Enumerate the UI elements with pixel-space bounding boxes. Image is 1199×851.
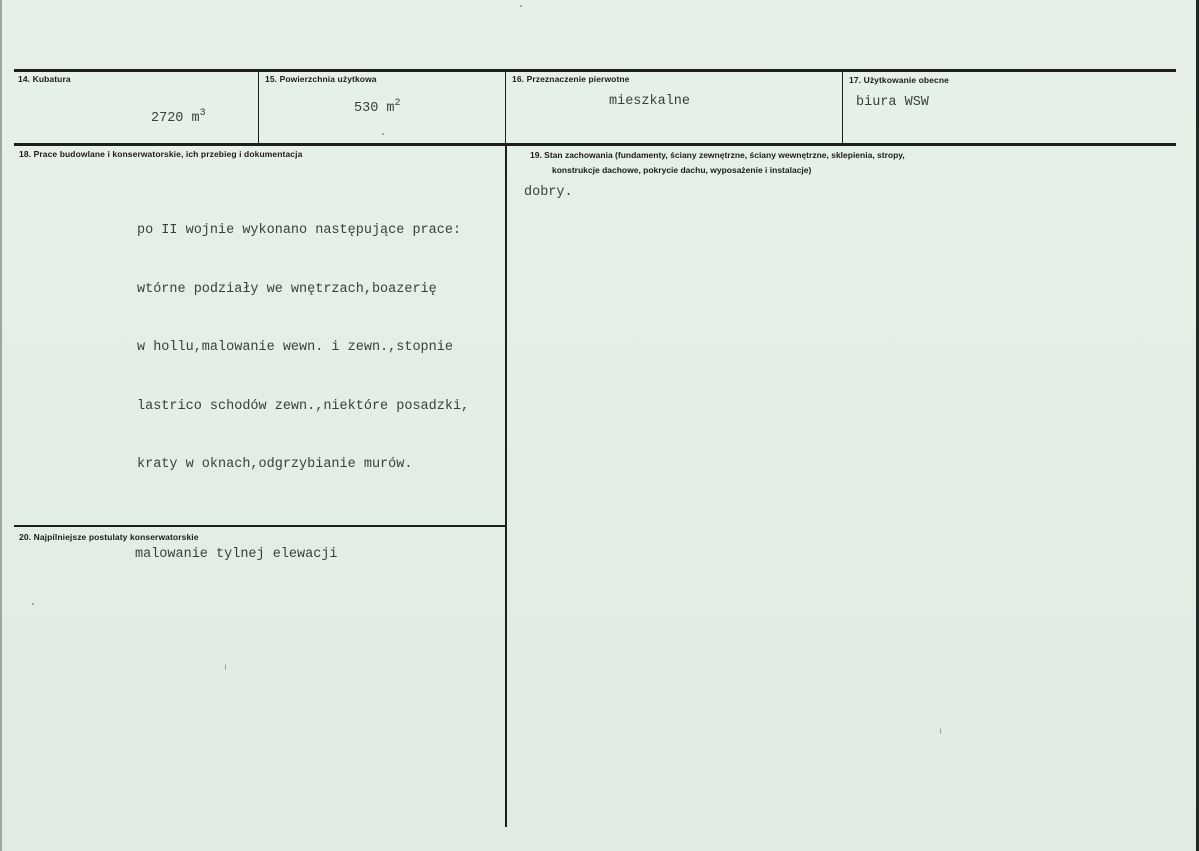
divider-16-17 [842, 70, 843, 145]
scan-speck [940, 728, 941, 734]
row1-bottom-rule [14, 143, 1176, 146]
prace-text [137, 182, 469, 514]
prace-line: wtórne podziały we wnętrzach,boazerię [137, 281, 437, 297]
scan-speck [32, 603, 34, 605]
powierzchnia-value: 530 $m^2$ [354, 98, 401, 116]
top-rule [14, 69, 1176, 72]
prace-line: lastrico schodów zewn.,niektóre posadzki, [137, 398, 470, 414]
przeznaczenie-value: mieszkalne [609, 94, 691, 109]
divider-main [505, 145, 507, 827]
scan-speck [225, 664, 226, 670]
postulaty-label: 20. Najpilniejsze postulaty konserwatorskie [19, 532, 199, 542]
prace-line: w hollu,malowanie wewn. i zewn.,stopnie [137, 340, 453, 355]
uzytkowanie-value: biura WSW [856, 95, 929, 110]
scan-speck [382, 133, 384, 135]
prace-line: kraty w oknach,odgrzybianie murów. [137, 457, 413, 472]
divider-15-16 [505, 70, 506, 145]
postulaty-value: malowanie tylnej elewacji [135, 547, 338, 562]
stan-value: dobry. [524, 185, 573, 200]
uzytkowanie-label: 17. Użytkowanie obecne [849, 75, 949, 85]
stan-label-line1: 19. Stan zachowania (fundamenty, ściany zewnętrzne, ściany wewnętrzne, sklepienia, stropy, [530, 150, 905, 160]
kubatura-value: 2720 $m^3$ [151, 108, 206, 126]
scan-speck [520, 5, 522, 7]
card-left-edge [0, 0, 2, 851]
prace-label: 18. Prace budowlane i konserwatorskie, ich przebieg i dokumentacja [19, 149, 303, 159]
prace-line: po II wojnie wykonano następujące prace: [137, 223, 462, 238]
stan-label-line2: konstrukcje dachowe, pokrycie dachu, wyposażenie i instalacje) [552, 165, 812, 175]
kubatura-label: 14. Kubatura [18, 74, 71, 84]
field20-top-rule [14, 525, 506, 527]
powierzchnia-label: 15. Powierzchnia użytkowa [265, 74, 377, 84]
przeznaczenie-label: 16. Przeznaczenie pierwotne [512, 74, 630, 84]
divider-14-15 [258, 70, 259, 145]
stan-label [530, 148, 1090, 178]
